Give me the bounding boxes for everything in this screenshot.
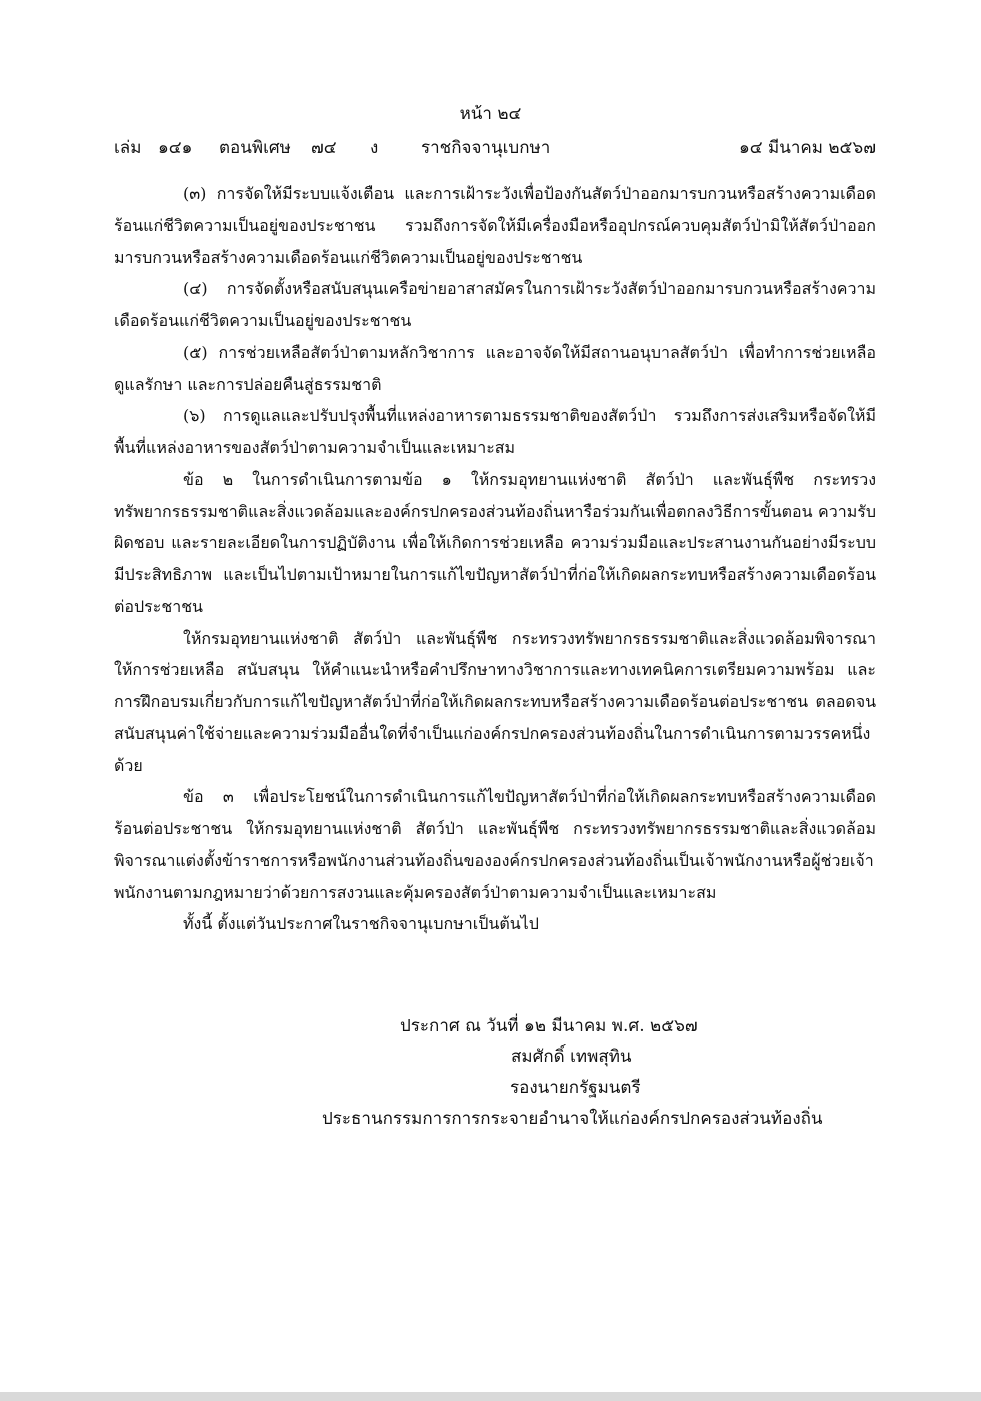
page-bottom-edge [0, 1392, 981, 1401]
paragraph-effective: ทั้งนี้ ตั้งแต่วันประกาศในราชกิจจานุเบกษาเป็นต้นไป [183, 914, 539, 934]
paragraph-item-6: (๖) การดูแลและปรับปรุงพื้นที่แหล่งอาหารตามธรรมชาติของสัตว์ป่า รวมถึงการส่งเสริมหรือจัดให้มีพื้นที่แหล่งอาหารของสัตว์ป่าตามความจำเป็นและเหมาะสม [114, 406, 876, 457]
volume-label: เล่ม [114, 138, 142, 158]
signatory-name: สมศักดิ์ เทพสุทิน [511, 1047, 632, 1067]
document-body [114, 178, 876, 940]
signatory-title: รองนายกรัฐมนตรี [510, 1078, 641, 1098]
publication-date: ๑๔ มีนาคม ๒๕๖๗ [738, 138, 876, 158]
paragraph-clause-2-second: ให้กรมอุทยานแห่งชาติ สัตว์ป่า และพันธุ์พืช กระทรวงทรัพยากรธรรมชาติและสิ่งแวดล้อมพิจารณาให้การช่วยเหลือ สนับสนุน ให้คำแนะนำหรือคำปรึกษาทางวิชาการและทางเทคนิคการเตรียมความพร้อม และการฝึกอบรมเกี่ยวกับการแก้ไขปัญหาสัตว์ป่าที่ก่อให้เกิดผลกระทบหรือสร้างความเดือดร้อนต่อประชาชน ตลอดจนสนับสนุนค่าใช้จ่ายและความร่วมมืออื่นใดที่จำเป็นแก่องค์กรปกครองส่วนท้องถิ่นในการดำเนินการตามวรรคหนึ่งด้วย [114, 628, 876, 775]
volume-number: ๑๔๑ [158, 138, 193, 158]
page-number: หน้า ๒๔ [459, 104, 522, 124]
signatory-position: ประธานกรรมการการกระจายอำนาจให้แก่องค์กรปกครองส่วนท้องถิ่น [322, 1109, 823, 1129]
paragraph-item-3: (๓) การจัดให้มีระบบแจ้งเตือน และการเฝ้าระวังเพื่อป้องกันสัตว์ป่าออกมารบกวนหรือสร้างความเดือดร้อนแก่ชีวิตความเป็นอยู่ของประชาชน รวมถึงการจัดให้มีเครื่องมือหรืออุปกรณ์ควบคุมสัตว์ป่ามิให้สัตว์ป่าออกมารบกวนหรือสร้างความเดือดร้อนแก่ชีวิตความเป็นอยู่ของประชาชน [114, 184, 876, 267]
section-letter: ง [370, 138, 379, 158]
issue-label: ตอนพิเศษ [219, 138, 291, 158]
gazette-name: ราชกิจจานุเบกษา [421, 138, 551, 158]
paragraph-clause-2: ข้อ ๒ ในการดำเนินการตามข้อ ๑ ให้กรมอุทยานแห่งชาติ สัตว์ป่า และพันธุ์พืช กระทรวงทรัพยากรธรรมชาติและสิ่งแวดล้อมและองค์กรปกครองส่วนท้องถิ่นหารือร่วมกันเพื่อตกลงวิธีการขั้นตอน ความรับผิดชอบ และรายละเอียดในการปฏิบัติงาน เพื่อให้เกิดการช่วยเหลือ ความร่วมมือและประสานงานกันอย่างมีระบบ มีประสิทธิภาพ และเป็นไปตามเป้าหมายในการแก้ไขปัญหาสัตว์ป่าที่ก่อให้เกิดผลกระทบหรือสร้างความเดือดร้อนต่อประชาชน [114, 469, 876, 616]
paragraph-clause-3: ข้อ ๓ เพื่อประโยชน์ในการดำเนินการแก้ไขปัญหาสัตว์ป่าที่ก่อให้เกิดผลกระทบหรือสร้างความเดือดร้อนต่อประชาชน ให้กรมอุทยานแห่งชาติ สัตว์ป่า และพันธุ์พืช กระทรวงทรัพยากรธรรมชาติและสิ่งแวดล้อม พิจารณาแต่งตั้งข้าราชการหรือพนักงานส่วนท้องถิ่นขององค์กรปกครองส่วนท้องถิ่นเป็นเจ้าพนักงานหรือผู้ช่วยเจ้าพนักงานตามกฎหมายว่าด้วยการสงวนและคุ้มครองสัตว์ป่าตามความจำเป็นและเหมาะสม [114, 787, 876, 902]
announcement-date: ประกาศ ณ วันที่ ๑๒ มีนาคม พ.ศ. ๒๕๖๗ [400, 1016, 698, 1036]
gazette-header [114, 135, 876, 161]
paragraph-item-4: (๔) การจัดตั้งหรือสนับสนุนเครือข่ายอาสาสมัครในการเฝ้าระวังสัตว์ป่าออกมารบกวนหรือสร้างความเดือดร้อนแก่ชีวิตความเป็นอยู่ของประชาชน [114, 279, 876, 330]
issue-number: ๗๔ [311, 138, 337, 158]
paragraph-item-5: (๕) การช่วยเหลือสัตว์ป่าตามหลักวิชาการ และอาจจัดให้มีสถานอนุบาลสัตว์ป่า เพื่อทำการช่วยเหลือดูแลรักษา และการปล่อยคืนสู่ธรรมชาติ [114, 342, 876, 394]
signature-block [300, 1011, 860, 1135]
